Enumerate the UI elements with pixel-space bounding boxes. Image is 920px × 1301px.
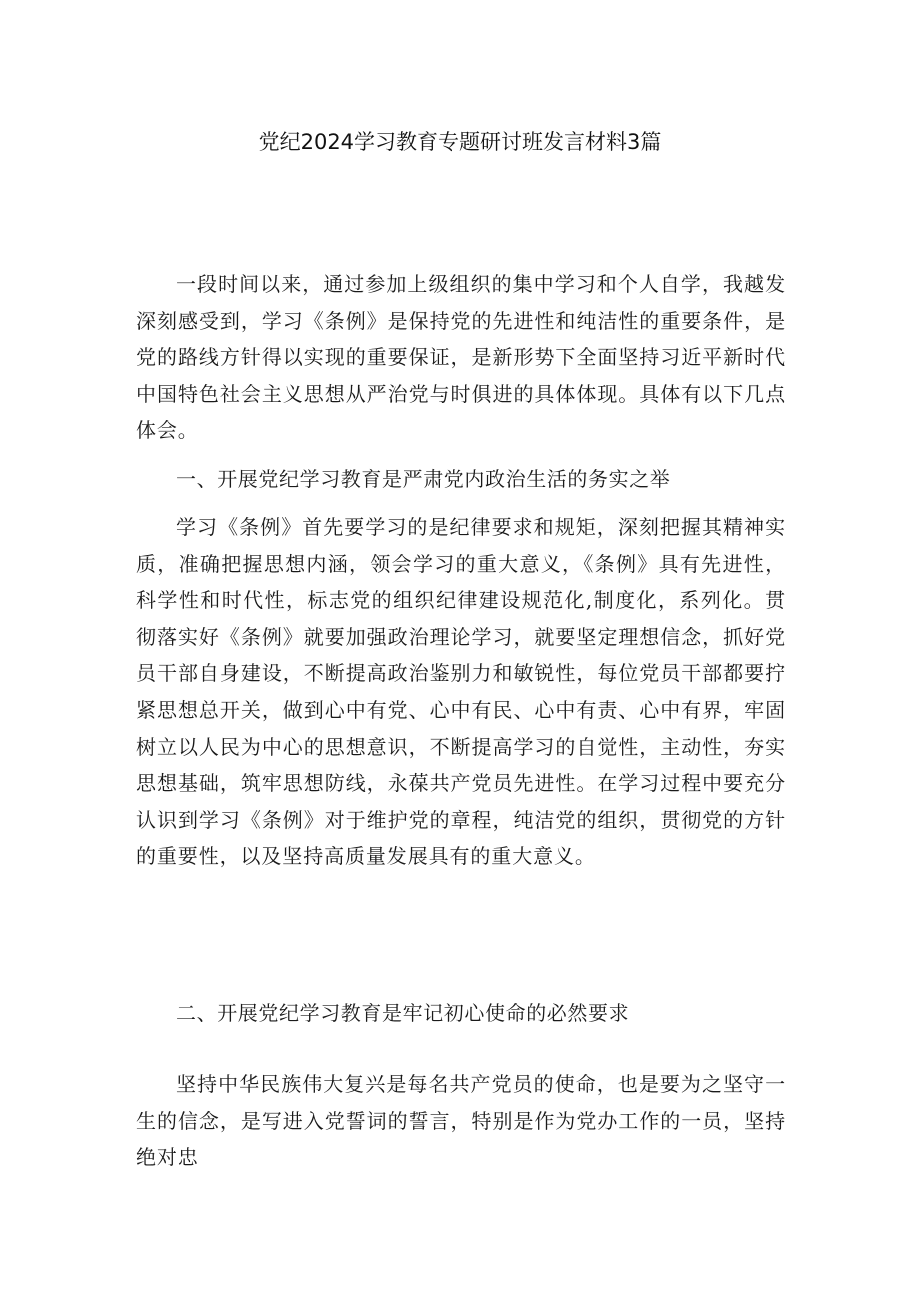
document-title: 党纪2024学习教育专题研讨班发言材料3篇 — [258, 130, 662, 154]
body-paragraph-section-1: 学习《条例》首先要学习的是纪律要求和规矩，深刻把握其精神实质，准确把握思想内涵，领会学习的重大意义，《条例》具有先进性，科学性和时代性，标志党的组织纪律建设规范化,制度化，系列化。贯彻落实好《条例》就要加强政治理论学习，就要坚定理想信念，抓好党员干部自身建设，不断提高政治鉴别力和敏锐性，每位党员干部都要拧紧思想总开关，做到心中有党、心中有民、心中有责、心中有界，牢固树立以人民为中心的思想意识，不断提高学习的自觉性，主动性，夯实思想基础，筑牢思想防线，永葆共产党员先进性。在学习过程中要充分认识到学习《条例》对于维护党的章程，纯洁党的组织，贯彻党的方针的重要性，以及坚持高质量发展具有的重大意义。 — [136, 515, 786, 869]
body-paragraph-intro: 一段时间以来，通过参加上级组织的集中学习和个人自学，我越发深刻感受到，学习《条例》是保持党的先进性和纯洁性的重要条件，是党的路线方针得以实现的重要保证，是新形势下全面坚持习近平新时代中国特色社会主义思想从严治党与时俱进的具体体现。具体有以下几点体会。 — [136, 272, 786, 443]
body-paragraph-section-2: 坚持中华民族伟大复兴是每名共产党员的使命，也是要为之坚守一生的信念，是写进入党誓词的誓言，特别是作为党办工作的一员，坚持绝对忠 — [136, 1072, 786, 1170]
section-heading-1: 一、开展党纪学习教育是严肃党内政治生活的务实之举 — [176, 467, 671, 491]
section-heading-2: 二、开展党纪学习教育是牢记初心使命的必然要求 — [176, 1001, 630, 1025]
